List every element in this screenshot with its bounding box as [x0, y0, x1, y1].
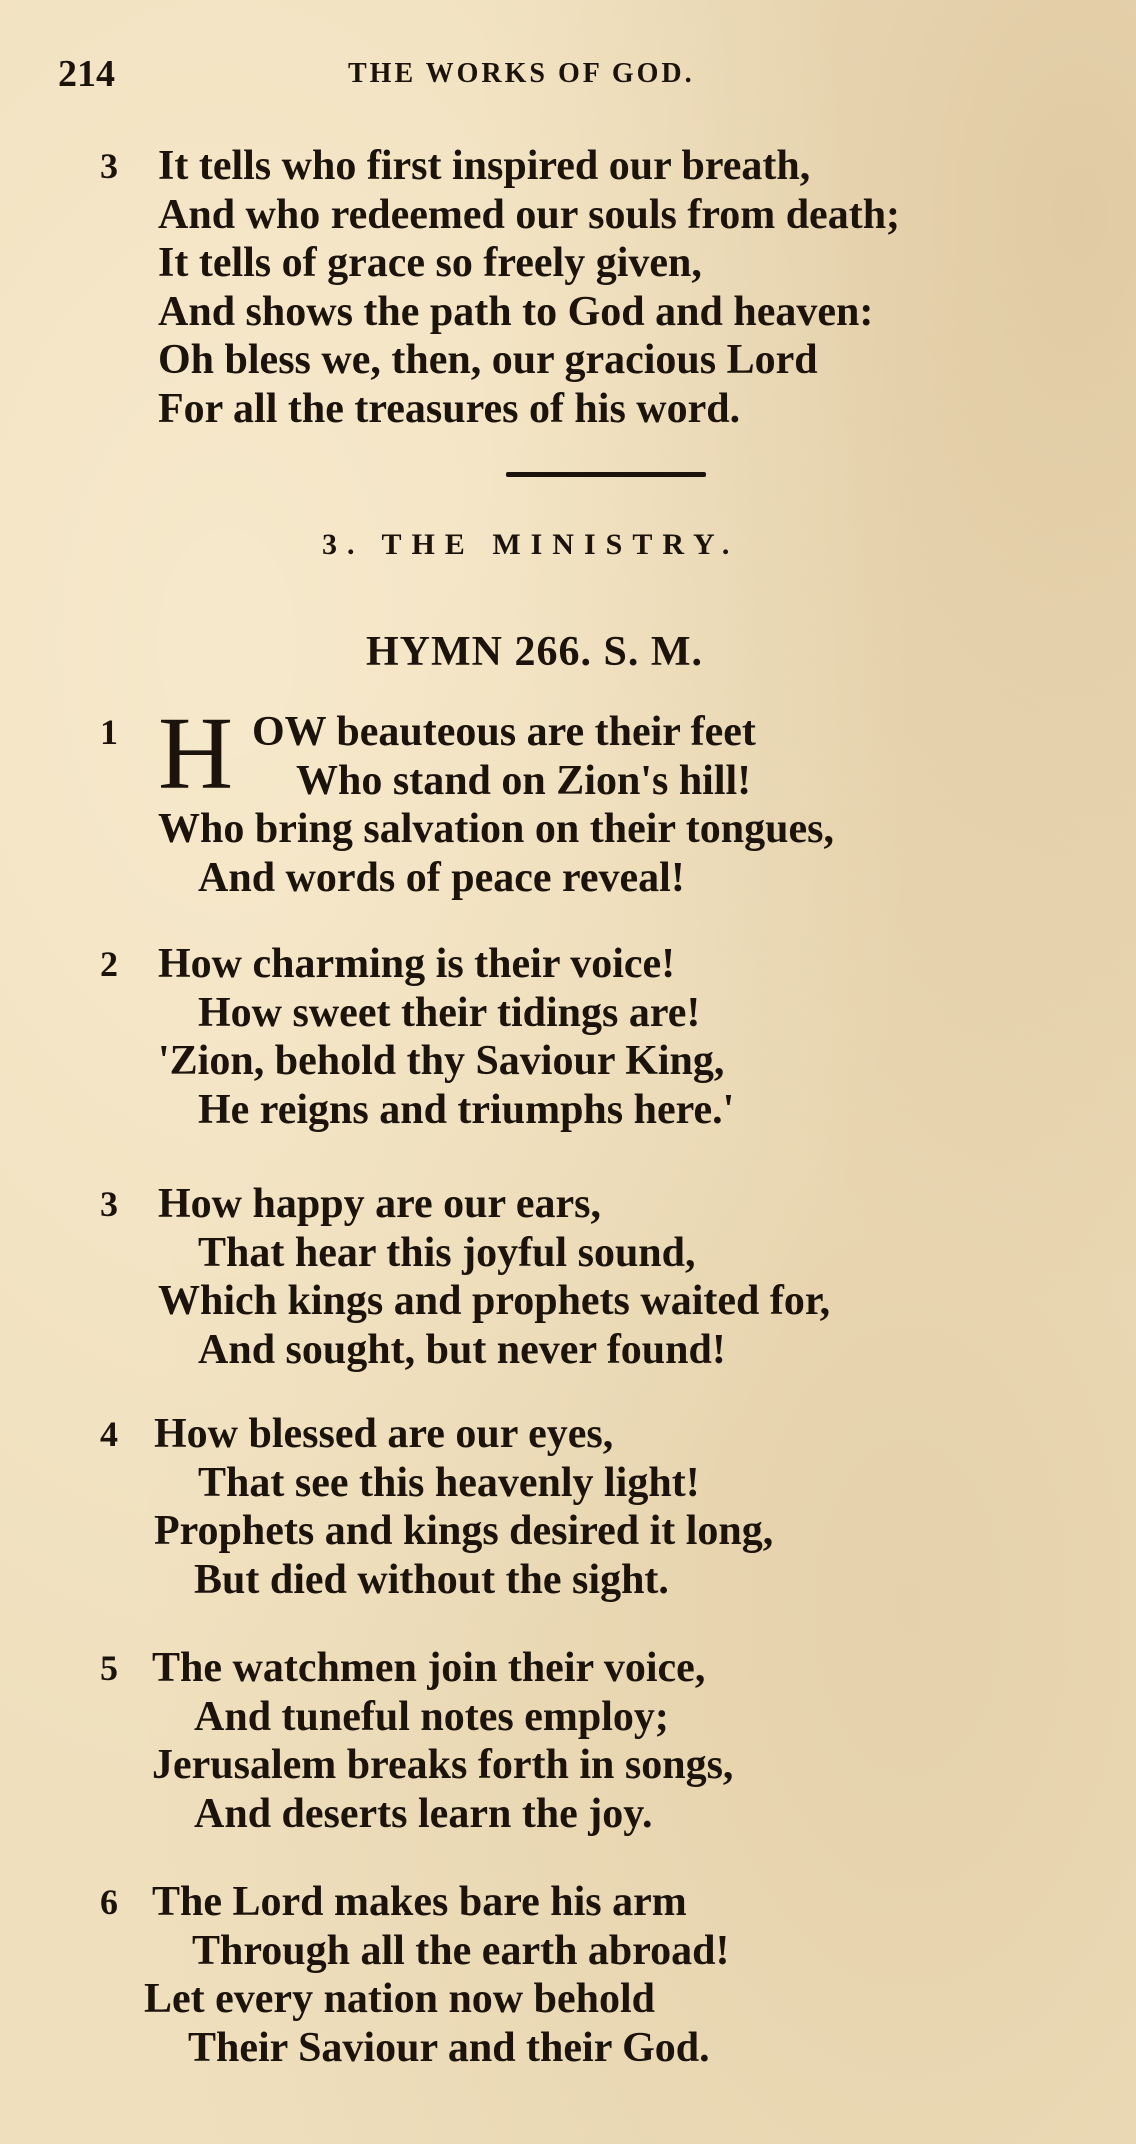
hymn-verse-5 [100, 1644, 734, 1838]
verse-number: 4 [100, 1414, 118, 1454]
verse-number: 2 [100, 944, 118, 984]
hymn-verse-2 [100, 940, 735, 1134]
verse-line: How charming is their voice! [158, 941, 676, 987]
verse-line: How blessed are our eyes, [154, 1411, 614, 1457]
verse-line: Which kings and prophets waited for, [158, 1278, 831, 1324]
verse-line: For all the treasures of his word. [158, 385, 741, 432]
hymn-verse-6 [100, 1878, 730, 2072]
hymn-verse-1 [100, 696, 834, 902]
verse-line: Through all the earth abroad! [192, 1927, 730, 1974]
verse-number: 3 [100, 1184, 118, 1224]
verse-line: But died without the sight. [194, 1556, 669, 1603]
verse-line: OW beauteous are their feet [252, 709, 756, 755]
verse-line: And shows the path to God and heaven: [158, 288, 874, 335]
verse-line: That hear this joyful sound, [198, 1229, 696, 1276]
verse-line: The Lord makes bare his arm [152, 1879, 687, 1925]
hymn-verse-4 [100, 1410, 774, 1604]
verse-line: That see this heavenly light! [198, 1459, 700, 1506]
verse-line: Their Saviour and their God. [188, 2024, 710, 2071]
verse-number: 6 [100, 1882, 118, 1922]
verse-line: Let every nation now behold [144, 1976, 656, 2022]
verse-line: Who stand on Zion's hill! [296, 757, 752, 804]
verse-line: It tells of grace so freely given, [158, 240, 702, 286]
verse-line: And tuneful notes employ; [194, 1693, 669, 1740]
verse-line: Oh bless we, then, our gracious Lord [158, 337, 818, 383]
page-header [58, 52, 1078, 102]
verse-number: 5 [100, 1648, 118, 1688]
verse-line: He reigns and triumphs here.' [198, 1086, 735, 1133]
hymn-verse-3 [100, 1180, 831, 1374]
verse-line: How happy are our ears, [158, 1181, 601, 1227]
section-heading: 3. THE MINISTRY. [322, 528, 740, 561]
page-number: 214 [58, 53, 115, 95]
verse-line: Jerusalem breaks forth in songs, [152, 1742, 734, 1788]
verse-line: Prophets and kings desired it long, [154, 1508, 774, 1554]
verse-line: And words of peace reveal! [198, 854, 685, 901]
verse-line: How sweet their tidings are! [198, 989, 701, 1036]
verse-line: 'Zion, behold thy Saviour King, [158, 1038, 725, 1084]
verse-number: 3 [100, 146, 118, 186]
verse-line: The watchmen join their voice, [152, 1645, 706, 1691]
verse-number: 1 [100, 712, 118, 752]
hymn-title: HYMN 266. S. M. [366, 629, 703, 675]
verse-line: It tells who first inspired our breath, [158, 143, 811, 189]
running-head: THE WORKS OF GOD. [348, 58, 695, 89]
drop-cap: H [158, 696, 234, 811]
previous-hymn-stanza [100, 142, 901, 433]
verse-line: Who bring salvation on their tongues, [158, 806, 834, 852]
verse-line: And deserts learn the joy. [194, 1790, 653, 1837]
verse-line: And who redeemed our souls from death; [158, 191, 901, 238]
section-divider [506, 472, 706, 477]
verse-line: And sought, but never found! [198, 1326, 726, 1373]
